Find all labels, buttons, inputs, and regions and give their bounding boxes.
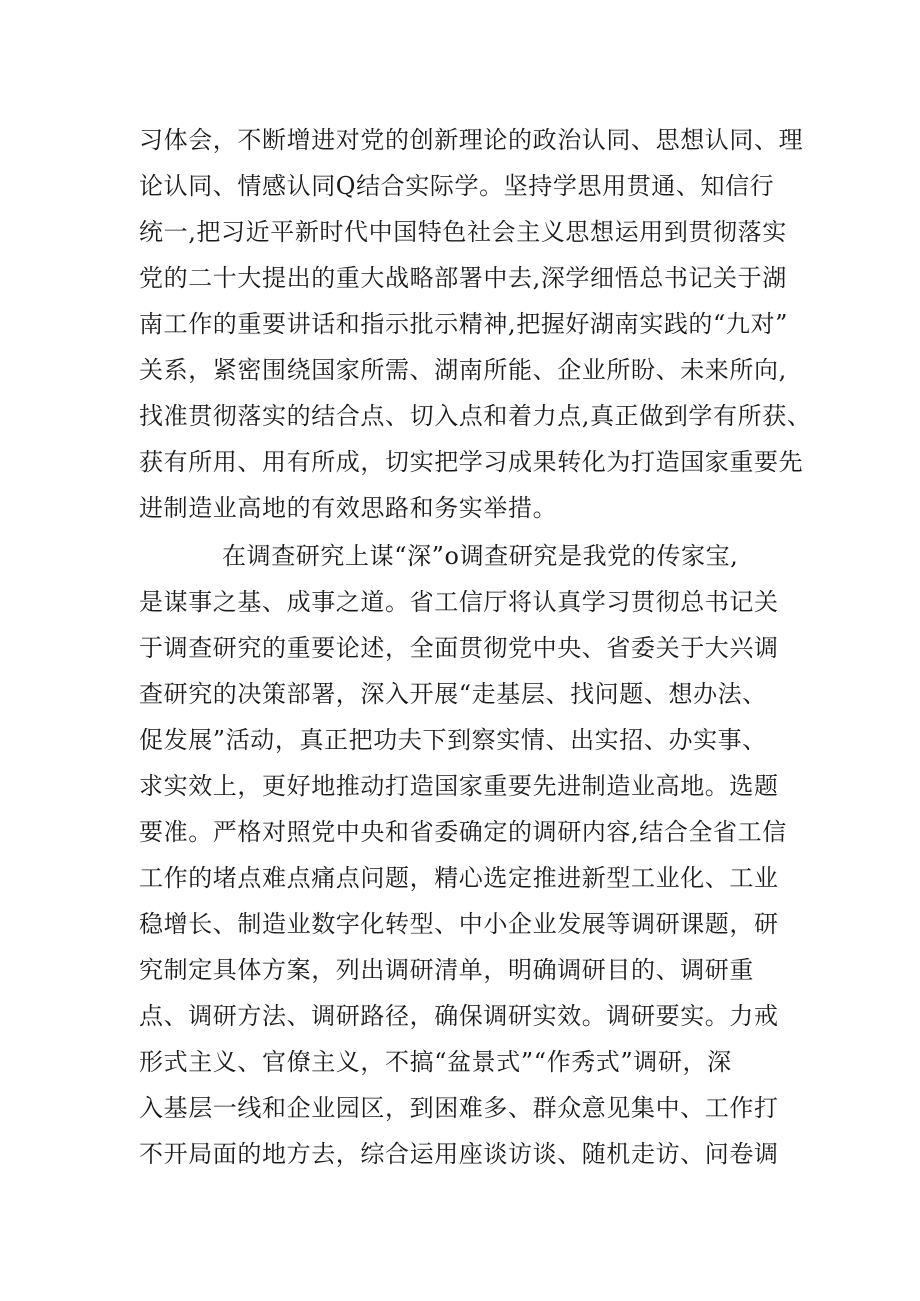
paragraph-2-line-6: 求实效上，更好地推动打造国家重要先进制造业高地。选题 [139, 772, 779, 800]
paragraph-1-line-6: 关系，紧密围绕国家所需、湖南所能、企业所盼、未来所向, [139, 356, 787, 384]
paragraph-2-line-2: 是谋事之基、成事之道。省工信厅将认真学习贯彻总书记关 [139, 588, 779, 616]
paragraph-1-line-2: 论认同、情感认同Q结合实际学。坚持学思用贯通、知信行 [139, 172, 775, 200]
paragraph-2-line-3: 于调查研究的重要论述，全面贯彻党中央、省委关于大兴调 [139, 634, 779, 662]
paragraph-2-line-10: 究制定具体方案，列出调研清单，明确调研目的、调研重 [139, 956, 754, 984]
paragraph-1-line-9: 进制造业高地的有效思路和务实举措。 [139, 494, 558, 522]
paragraph-1-line-3: 统一,把习近平新时代中国特色社会主义思想运用到贯彻落实 [139, 218, 787, 246]
paragraph-2-line-12: 形式主义、官僚主义，不搞“盆景式”“作秀式”调研，深 [139, 1048, 732, 1076]
paragraph-1-line-7: 找准贯彻落实的结合点、切入点和着力点,真正做到学有所获、 [139, 402, 812, 430]
paragraph-2-line-4: 查研究的决策部署，深入开展“走基层、找问题、想办法、 [139, 680, 767, 708]
paragraph-1-line-1: 习体会，不断增进对党的创新理论的政治认同、思想认同、理 [139, 126, 804, 154]
paragraph-1-line-8: 获有所用、用有所成，切实把学习成果转化为打造国家重要先 [139, 448, 804, 476]
paragraph-2-line-13: 入基层一线和企业园区，到困难多、群众意见集中、工作打 [139, 1094, 779, 1122]
paragraph-2-line-7: 要准。严格对照党中央和省委确定的调研内容,结合全省工信 [139, 818, 787, 846]
paragraph-2-line-9: 稳增长、制造业数字化转型、中小企业发展等调研课题，研 [139, 910, 779, 938]
paragraph-2-line-11: 点、调研方法、调研路径，确保调研实效。调研要实。力戒 [139, 1002, 779, 1030]
paragraph-2-line-5: 促发展”活动，真正把功夫下到察实情、出实招、办实事、 [139, 726, 767, 754]
paragraph-1-line-5: 南工作的重要讲话和指示批示精神,把握好湖南实践的“九对” [139, 310, 788, 338]
paragraph-1-line-4: 党的二十大提出的重大战略部署中去,深学细悟总书记关于湖 [139, 264, 787, 292]
paragraph-2-line-1: 在调查研究上谋“深”o调查研究是我党的传家宝, [222, 542, 739, 570]
paragraph-2-line-8: 工作的堵点难点痛点问题，精心选定推进新型工业化、工业 [139, 864, 779, 892]
paragraph-2-line-14: 不开局面的地方去，综合运用座谈访谈、随机走访、问卷调 [139, 1140, 779, 1168]
